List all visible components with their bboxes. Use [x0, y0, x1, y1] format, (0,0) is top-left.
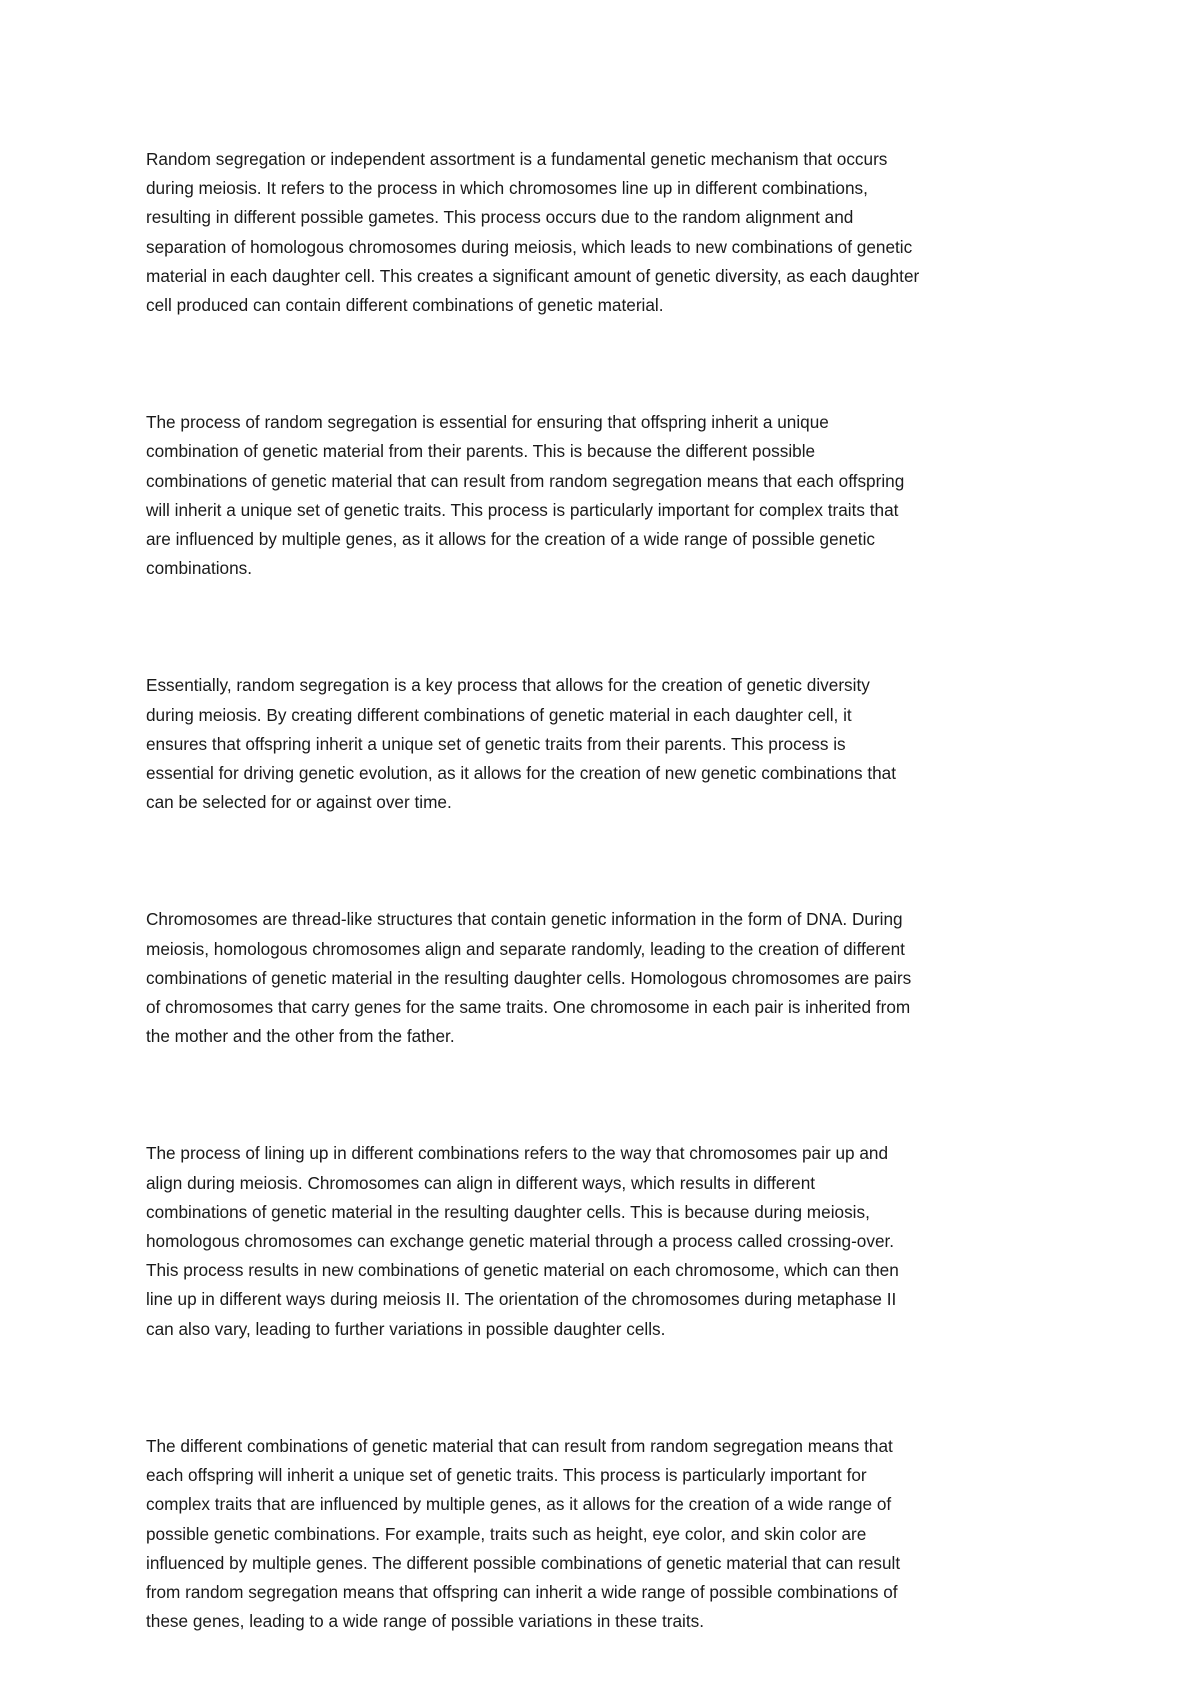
text-line: will inherit a unique set of genetic traits. This process is particularly important for complex traits that	[146, 499, 899, 520]
text-line: complex traits that are influenced by multiple genes, as it allows for the creation of a wide range of	[146, 1494, 892, 1515]
text-line: influenced by multiple genes. The different possible combinations of genetic material that can result	[146, 1552, 901, 1573]
text-line: homologous chromosomes can exchange genetic material through a process called crossing-over.	[146, 1231, 895, 1252]
text-line: Essentially, random segregation is a key process that allows for the creation of genetic diversity	[146, 675, 870, 696]
text-line: The different combinations of genetic material that can result from random segregation means that	[146, 1435, 893, 1456]
text-line: combinations of genetic material in the resulting daughter cells. Homologous chromosomes are pairs	[146, 967, 912, 988]
text-line: meiosis, homologous chromosomes align and separate randomly, leading to the creation of different	[146, 938, 905, 959]
text-line: material in each daughter cell. This creates a significant amount of genetic diversity, as each daughter	[146, 265, 920, 286]
paragraph-1	[146, 145, 1066, 320]
text-line: combinations of genetic material in the resulting daughter cells. This is because during meiosis,	[146, 1201, 870, 1222]
text-line: Chromosomes are thread-like structures that contain genetic information in the form of DNA. During	[146, 909, 903, 930]
text-line: can be selected for or against over time.	[146, 792, 452, 813]
paragraph-5	[146, 1139, 1066, 1343]
text-line: align during meiosis. Chromosomes can align in different ways, which results in different	[146, 1172, 816, 1193]
text-line: essential for driving genetic evolution, as it allows for the creation of new genetic combinations that	[146, 763, 896, 784]
text-line: the mother and the other from the father.	[146, 1026, 455, 1047]
text-line: during meiosis. By creating different combinations of genetic material in each daughter cell, it	[146, 704, 852, 725]
text-line: combinations of genetic material that can result from random segregation means that each offspring	[146, 470, 905, 491]
text-line: each offspring will inherit a unique set of genetic traits. This process is particularly important for	[146, 1465, 867, 1486]
paragraph-3	[146, 671, 1066, 817]
text-line: line up in different ways during meiosis II. The orientation of the chromosomes during metaphase II	[146, 1289, 897, 1310]
text-line: The process of lining up in different combinations refers to the way that chromosomes pair up and	[146, 1143, 889, 1164]
text-line: during meiosis. It refers to the process in which chromosomes line up in different combinations,	[146, 178, 868, 199]
text-line: Random segregation or independent assortment is a fundamental genetic mechanism that occurs	[146, 149, 888, 169]
text-line: The process of random segregation is essential for ensuring that offspring inherit a unique	[146, 412, 829, 433]
paragraph-2	[146, 408, 1066, 583]
paragraph-4	[146, 905, 1066, 1051]
text-line: are influenced by multiple genes, as it allows for the creation of a wide range of possible genetic	[146, 529, 875, 550]
text-line: can also vary, leading to further variations in possible daughter cells.	[146, 1318, 666, 1339]
text-line: combination of genetic material from their parents. This is because the different possible	[146, 441, 816, 462]
paragraph-6	[146, 1432, 1066, 1636]
text-line: resulting in different possible gametes. This process occurs due to the random alignment and	[146, 207, 854, 228]
text-line: possible genetic combinations. For example, traits such as height, eye color, and skin color are	[146, 1523, 867, 1544]
text-line: of chromosomes that carry genes for the same traits. One chromosome in each pair is inherited from	[146, 997, 911, 1018]
text-line: cell produced can contain different combinations of genetic material.	[146, 295, 664, 316]
text-line: these genes, leading to a wide range of possible variations in these traits.	[146, 1611, 704, 1632]
text-line: separation of homologous chromosomes during meiosis, which leads to new combinations of genetic	[146, 236, 913, 257]
text-line: from random segregation means that offspring can inherit a wide range of possible combinations of	[146, 1581, 898, 1602]
text-line: This process results in new combinations of genetic material on each chromosome, which can then	[146, 1260, 899, 1281]
text-line: combinations.	[146, 558, 253, 579]
text-line: ensures that offspring inherit a unique set of genetic traits from their parents. This process is	[146, 733, 846, 754]
document-body	[146, 145, 1066, 1636]
